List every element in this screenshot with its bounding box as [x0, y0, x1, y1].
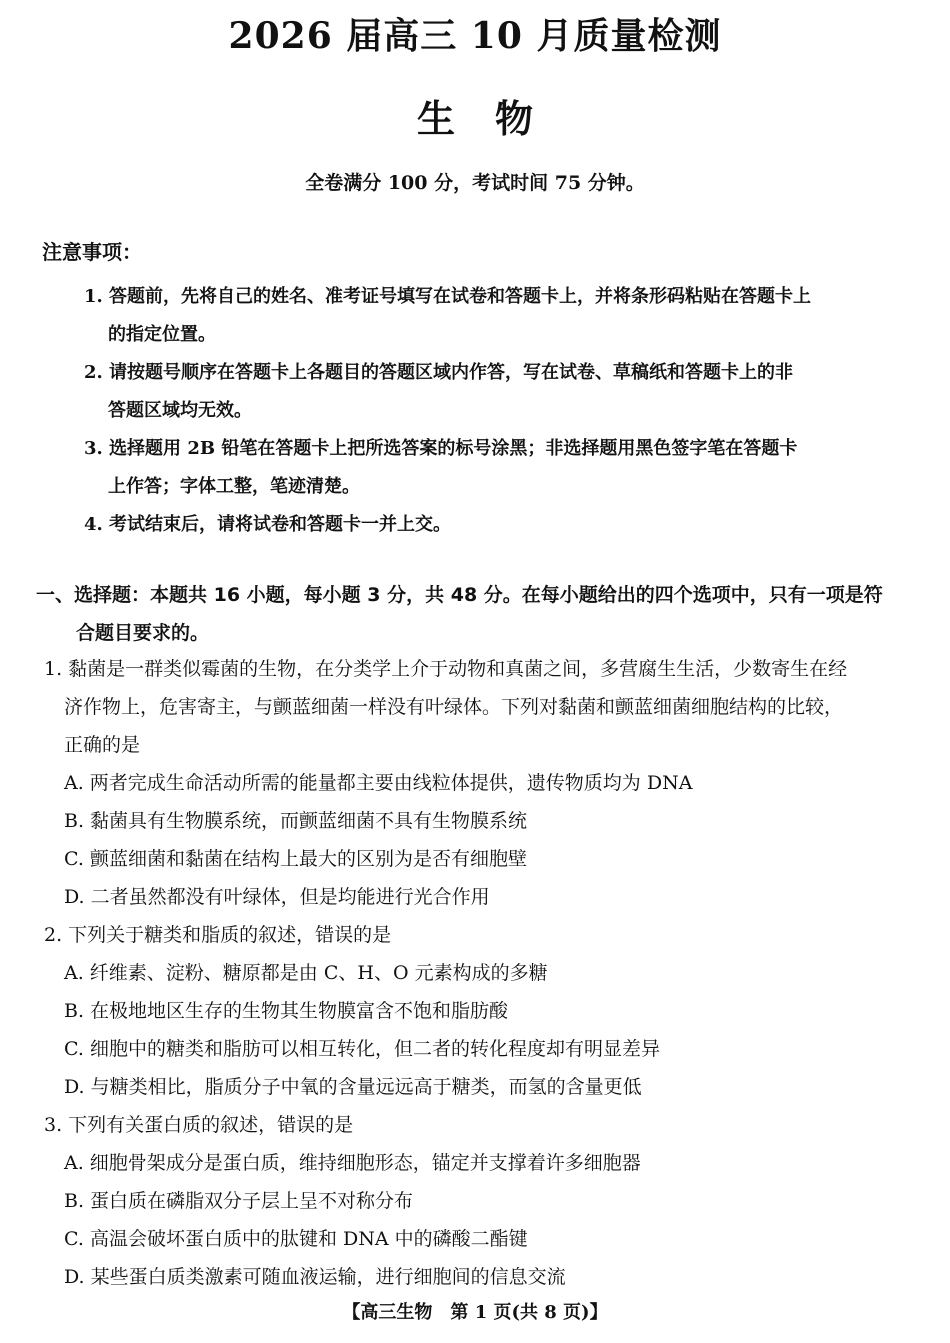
- question-stem: 济作物上，危害寄主，与颤蓝细菌一样没有叶绿体。下列对黏菌和颤蓝细菌细胞结构的比较，: [64, 696, 844, 718]
- notice-line: 上作答；字体工整，笔迹清楚。: [108, 476, 360, 497]
- option-d: D. 某些蛋白质类激素可随血液运输，进行细胞间的信息交流: [64, 1266, 566, 1288]
- question-stem: 3. 下列有关蛋白质的叙述，错误的是: [44, 1114, 354, 1136]
- section-heading: [36, 576, 916, 652]
- notice-line: 答题区域均无效。: [108, 400, 252, 421]
- notice-list: [84, 278, 914, 544]
- option-a: A. 两者完成生命活动所需的能量都主要由线粒体提供，遗传物质均为 DNA: [64, 772, 693, 794]
- notice-title: 注意事项：: [42, 240, 142, 264]
- question-stem: 正确的是: [64, 734, 141, 756]
- notice-line: 1. 答题前，先将自己的姓名、准考证号填写在试卷和答题卡上，并将条形码粘贴在答题卡上: [84, 286, 812, 307]
- notice-line: 2. 请按题号顺序在答题卡上各题目的答题区域内作答，写在试卷、草稿纸和答题卡上的非: [84, 362, 794, 383]
- question-stem: 1. 黏菌是一群类似霉菌的生物，在分类学上介于动物和真菌之间，多营腐生生活，少数寄生在经: [44, 658, 848, 680]
- question-1: [44, 650, 914, 916]
- subject-title: 生物: [416, 96, 573, 141]
- option-c: C. 高温会破坏蛋白质中的肽键和 DNA 中的磷酸二酯键: [64, 1228, 528, 1250]
- notice-line: 4. 考试结束后，请将试卷和答题卡一并上交。: [84, 514, 452, 535]
- question-stem: 2. 下列关于糖类和脂质的叙述，错误的是: [44, 924, 392, 946]
- option-b: B. 在极地地区生存的生物其生物膜富含不饱和脂肪酸: [64, 1000, 509, 1022]
- option-c: C. 颤蓝细菌和黏菌在结构上最大的区别为是否有细胞壁: [64, 848, 527, 870]
- question-2: [44, 916, 914, 1106]
- exam-info: 全卷满分 100 分，考试时间 75 分钟。: [305, 172, 645, 194]
- section-line: 一、选择题：本题共 16 小题，每小题 3 分，共 48 分。在每小题给出的四个选项中，只有一项是符: [36, 584, 883, 606]
- notice-line: 的指定位置。: [108, 324, 216, 345]
- notice-item-3: [84, 430, 914, 506]
- section-line: 合题目要求的。: [76, 622, 210, 644]
- page-footer: 【高三生物 第 1 页(共 8 页)】: [342, 1302, 608, 1323]
- option-b: B. 黏菌具有生物膜系统，而颤蓝细菌不具有生物膜系统: [64, 810, 528, 832]
- notice-item-4: [84, 506, 914, 544]
- question-3: [44, 1106, 914, 1296]
- notice-line: 3. 选择题用 2B 铅笔在答题卡上把所选答案的标号涂黑；非选择题用黑色签字笔在答题卡: [84, 438, 798, 459]
- option-b: B. 蛋白质在磷脂双分子层上呈不对称分布: [64, 1190, 414, 1212]
- option-a: A. 细胞骨架成分是蛋白质，维持细胞形态，锚定并支撑着许多细胞器: [64, 1152, 641, 1174]
- notice-item-1: [84, 278, 914, 354]
- option-d: D. 与糖类相比，脂质分子中氧的含量远远高于糖类，而氢的含量更低: [64, 1076, 642, 1098]
- option-a: A. 纤维素、淀粉、糖原都是由 C、H、O 元素构成的多糖: [64, 962, 548, 984]
- option-c: C. 细胞中的糖类和脂肪可以相互转化，但二者的转化程度却有明显差异: [64, 1038, 660, 1060]
- exam-title: 2026 届高三 10 月质量检测: [228, 15, 722, 57]
- option-d: D. 二者虽然都没有叶绿体，但是均能进行光合作用: [64, 886, 490, 908]
- notice-item-2: [84, 354, 914, 430]
- question-list: [44, 650, 914, 1296]
